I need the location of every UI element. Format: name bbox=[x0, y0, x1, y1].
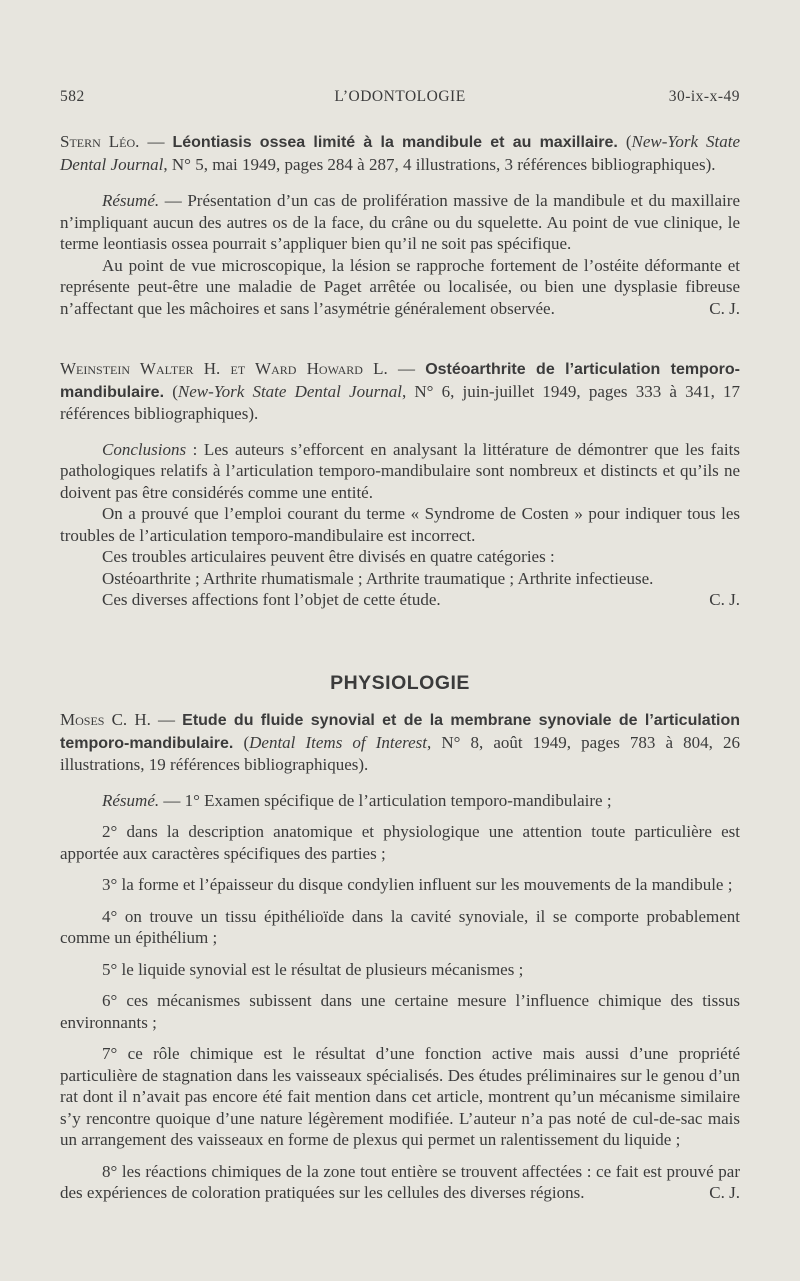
list-item: 6° ces mécanismes subissent dans une certaine mesure l’influence chimique des tissus environnants ; bbox=[60, 991, 740, 1032]
running-header bbox=[60, 88, 740, 110]
paragraph: Ces troubles articulaires peuvent être divisés en quatre catégories : bbox=[102, 547, 555, 566]
summary: Résumé. — 1° Examen spécifique de l’articulation temporo-mandibulaire ; bbox=[102, 790, 612, 810]
reference-details: , N° 6, juin-juillet 1949, pages 333 à 341, 17 références bibliographiques). bbox=[60, 381, 740, 423]
page-number: 582 bbox=[60, 88, 85, 105]
article-title: Léontiasis ossea limité à la mandibule et au maxillaire. bbox=[172, 134, 618, 151]
author: Weinstein Walter H. et Ward Howard L. bbox=[60, 359, 388, 378]
list-item: 7° ce rôle chimique est le résultat d’une fonction active mais aussi d’une propriété particulière de stagnation dans les vaisseaux spécialisés. Des études préliminaires sur le genou d’un rat dont il n’avait pas encore été fait mention dans cet article, montrent qu’un mécanisme similaire s’y rencontre quoique d’une nature légèrement modifiée. L’auteur n’a pas noté de cul-de-sac mais un arrangement des vaisseaux en forme de plexus qui permet un ralentissement du liquide ; bbox=[60, 1044, 740, 1149]
reference-details: , N° 8, août 1949, pages 783 à 804, 26 illustrations, 19 références bibliographiques). bbox=[60, 732, 740, 774]
article-title: Etude du fluide synovial et de la membrane synoviale de l’articulation temporo-mandibulaire. bbox=[60, 712, 741, 752]
paragraph: On a prouvé que l’emploi courant du terme « Syndrome de Costen » pour indiquer tous les troubles de l’articulation temporo-mandibulaire est incorrect. bbox=[60, 504, 740, 545]
article-moses bbox=[60, 709, 740, 1204]
conclusions-label: Conclusions bbox=[102, 439, 187, 459]
paragraph: Au point de vue microscopique, la lésion se rapproche fortement de l’ostéite déformante et représente peut-être une maladie de Paget arrêtée ou localisée, ou bien une dysplasie fibreuse n’affectant que les mâchoires et sans l’asymétrie généralement observée. C. J. bbox=[60, 255, 740, 318]
issue-date: 30-ix-x-49 bbox=[668, 88, 740, 105]
section-heading: PHYSIOLOGIE bbox=[330, 672, 470, 694]
journal-name: New-York State Dental Journal bbox=[177, 381, 402, 401]
summary-label: Résumé. bbox=[102, 790, 160, 810]
citation: Moses C. H. — Etude du fluide synovial et de la membrane synoviale de l’articulation temporo-mandibulaire. (Dental Items of Interest, N° 8, août 1949, pages 783 à 804, 26 illustrations, 19 références bibliographiques). bbox=[60, 710, 741, 774]
list-item: 4° on trouve un tissu épithélioïde dans la cavité synoviale, il se comporte probablement comme un épithélium ; bbox=[60, 906, 740, 947]
paragraph: Ostéoarthrite ; Arthrite rhumatismale ; Arthrite traumatique ; Arthrite infectieuse. bbox=[102, 568, 654, 588]
list-item: 3° la forme et l’épaisseur du disque condylien influent sur les mouvements de la mandibule ; bbox=[102, 875, 733, 894]
citation: Weinstein Walter H. et Ward Howard L. — Ostéoarthrite de l’articulation temporo-mandibulaire. (New-York State Dental Journal, N° 6, juin-juillet 1949, pages 333 à 341, 17 références bibliographiques). bbox=[60, 359, 740, 423]
author: Moses C. H. bbox=[60, 710, 151, 729]
list-item: 5° le liquide synovial est le résultat de plusieurs mécanismes ; bbox=[102, 959, 524, 979]
signature: C. J. bbox=[709, 590, 740, 609]
reference-details: , N° 5, mai 1949, pages 284 à 287, 4 illustrations, 3 références bibliographiques). bbox=[163, 154, 716, 174]
journal-name: New-York State Dental Journal bbox=[60, 132, 740, 174]
conclusions: Conclusions : Les auteurs s’efforcent en analysant la littérature de démontrer que les faits pathologiques relatifs à l’articulation temporo-mandibulaire sont nombreux et distincts et qu’ils ne doivent pas être considérés comme une entité. bbox=[60, 439, 740, 502]
author: Stern Léo. bbox=[60, 132, 140, 151]
summary: Résumé. — Présentation d’un cas de prolifération massive de la mandibule et du maxillaire n’impliquant aucun des autres os de la face, du crâne ou du squelette. Au point de vue clinique, le terme leontiasis ossea pourrait s’appliquer bien qu’il ne soit pas spécifique. bbox=[60, 191, 740, 253]
summary-label: Résumé. bbox=[102, 191, 160, 210]
article-weinstein bbox=[60, 358, 740, 611]
journal-title: L’ODONTOLOGIE bbox=[334, 88, 466, 105]
article-stern bbox=[60, 131, 740, 319]
signature: C. J. bbox=[709, 1183, 740, 1202]
journal-name: Dental Items of Interest bbox=[249, 732, 428, 752]
paragraph: Ces diverses affections font l’objet de cette étude. C. J. bbox=[102, 590, 740, 609]
list-item: 2° dans la description anatomique et physiologique une attention toute particulière est apportée aux caractères spécifiques des parties ; bbox=[60, 822, 740, 863]
article-title: Ostéoarthrite de l’articulation temporo-mandibulaire. bbox=[60, 361, 740, 401]
signature: C. J. bbox=[709, 298, 740, 318]
list-item: 8° les réactions chimiques de la zone tout entière se trouvent affectées : ce fait est prouvé par des expériences de coloration pratiquées sur les cellules des diverses régions. C. J. bbox=[60, 1161, 740, 1202]
citation: Stern Léo. — Léontiasis ossea limité à la mandibule et au maxillaire. (New-York State Dental Journal, N° 5, mai 1949, pages 284 à 287, 4 illustrations, 3 références bibliographiques). bbox=[60, 132, 740, 174]
